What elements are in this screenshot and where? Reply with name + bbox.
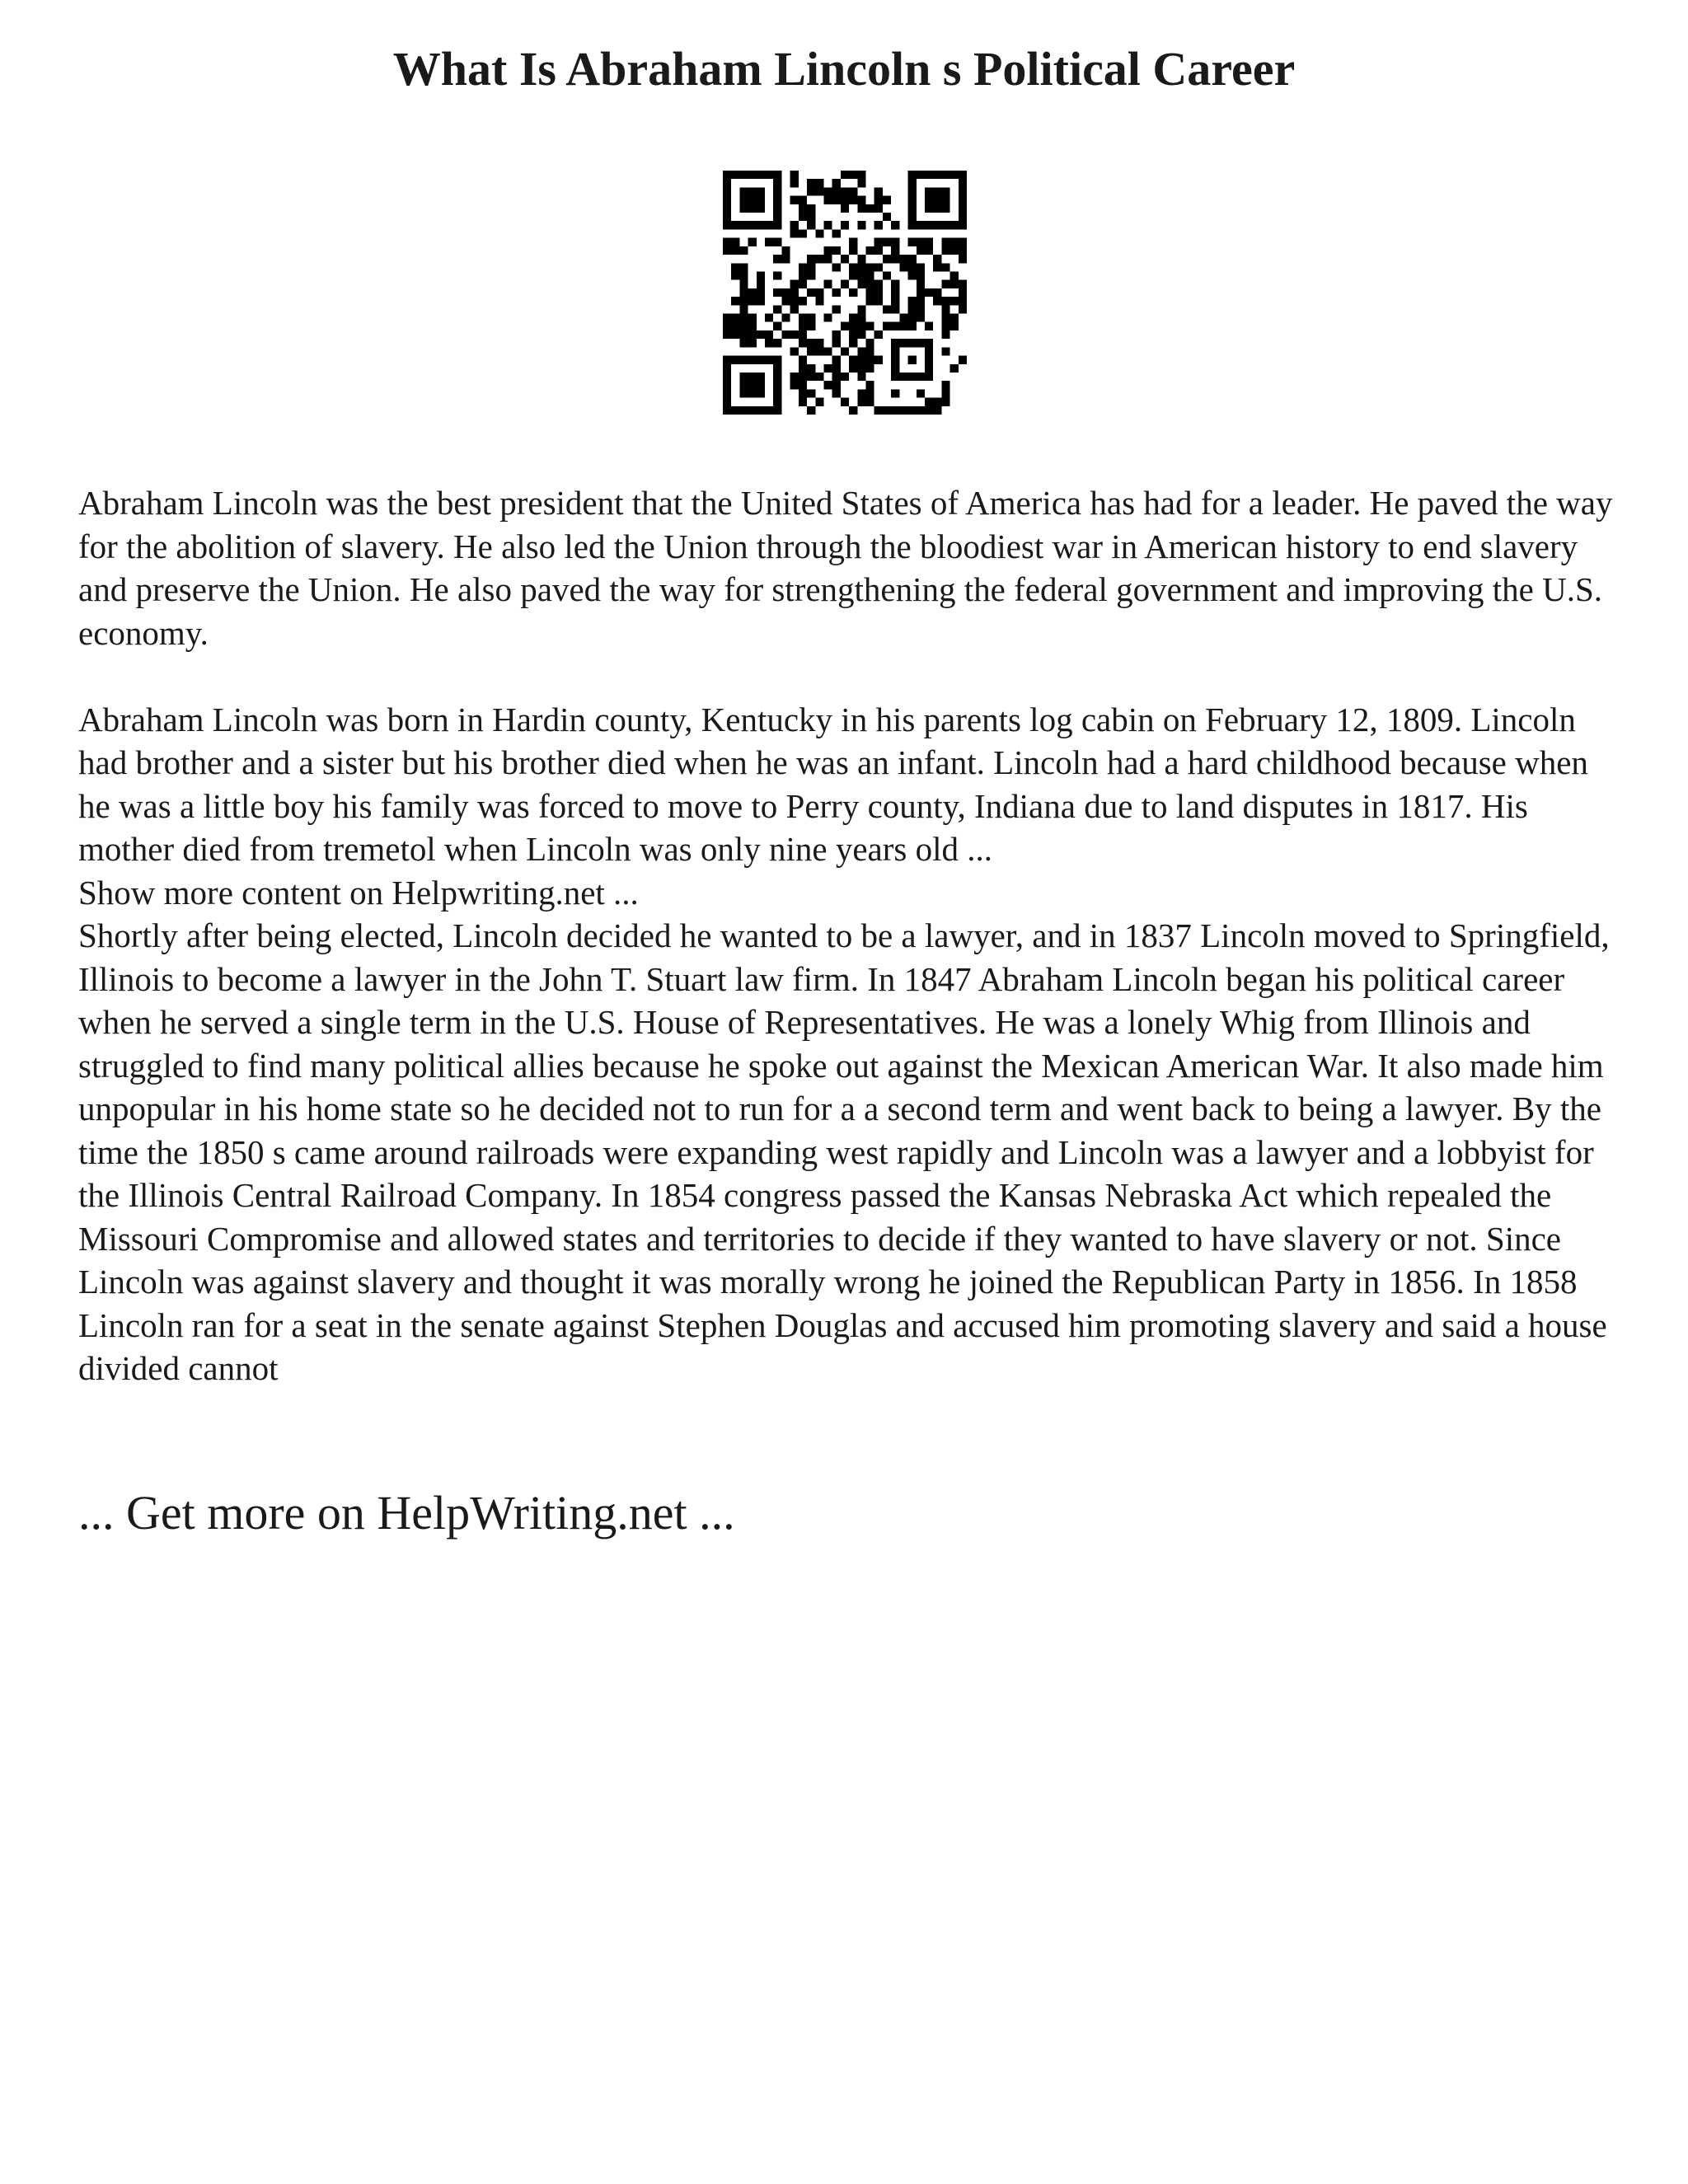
show-more-link[interactable]: Show more content on Helpwriting.net ... [78, 873, 639, 912]
page-title: What Is Abraham Lincoln s Political Career [392, 42, 1296, 96]
paragraph-political-career: Shortly after being elected, Lincoln decided he wanted to be a lawyer, and in 1837 Lincoln moved to Springfield, Illinois to become a lawyer in the John T. Stuart law firm. In 1847 Abraham Lincoln began his political career when he served a single term in the U.S. House of Representatives. He was a lonely Whig from Illinois and struggled to find many political allies because he spoke out against the Mexican American War. It also made him unpopular in his home state so he decided not to run for a a second term and went back to being a lawyer. By the time the 1850 s came around railroads were expanding west rapidly and Lincoln was a lawyer and a lobbyist for the Illinois Central Railroad Company. In 1854 congress passed the Kansas Nebraska Act which repealed the Missouri Compromise and allowed states and territories to decide if they wanted to have slavery or not. Since Lincoln was against slavery and thought it was morally wrong he joined the Republican Party in 1856. In 1858 Lincoln ran for a seat in the senate against Stephen Douglas and accused him promoting slavery and said a house divided cannot [78, 916, 1610, 1387]
article-body [78, 481, 1628, 1390]
paragraph-intro: Abraham Lincoln was the best president that the United States of America has had for a leader. He paved the way for the abolition of slavery. He also led the Union through the bloodiest war in American history to end slavery and preserve the Union. He also paved the way for strengthening the federal government and improving the U.S. economy. [78, 484, 1613, 652]
paragraph-early-life: Abraham Lincoln was born in Hardin county, Kentucky in his parents log cabin on February 12, 1809. Lincoln had brother and a sister but his brother died when he was an infant. Lincoln had a hard childhood because when he was a little boy his family was forced to move to Perry county, Indiana due to land disputes in 1817. His mother died from tremetol when Lincoln was only nine years old ... [78, 700, 1588, 868]
qr-code-icon [723, 171, 967, 415]
get-more-link[interactable]: ... Get more on HelpWriting.net ... [78, 1486, 735, 1540]
